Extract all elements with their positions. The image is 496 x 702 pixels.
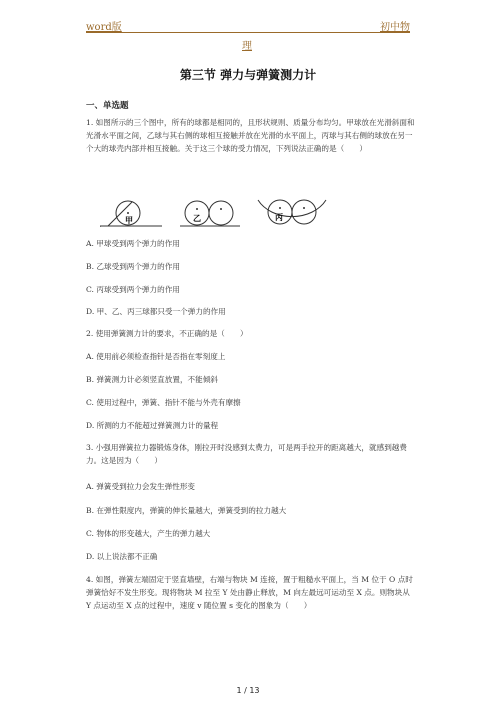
q1-option-d: D. 甲、乙、丙三球都只受一个弹力的作用	[86, 307, 226, 316]
figure-yi	[180, 201, 240, 226]
question-1-figures	[100, 190, 330, 228]
q3-option-b: B. 在弹性限度内，弹簧的伸长量越大，弹簧受到的拉力越大	[86, 506, 287, 515]
q1-option-b: B. 乙球受到两个弹力的作用	[86, 262, 180, 271]
q2-option-b: B. 弹簧测力计必须竖直放置，不能倾斜	[86, 375, 218, 384]
q3-option-a: A. 弹簧受到拉力会发生弹性形变	[86, 482, 196, 491]
figure-bing	[258, 200, 326, 224]
section-heading: 一、单选题	[86, 101, 129, 111]
q3-option-c: C. 物体的形变越大，产生的弹力越大	[86, 529, 211, 538]
header-right-continuation: 理	[242, 41, 252, 52]
label-bing: 丙	[275, 212, 283, 222]
q2-option-d: D. 所测的力不能超过弹簧测力计的量程	[86, 421, 219, 430]
header-left: word版	[86, 22, 122, 33]
header-divider	[86, 32, 410, 33]
label-jia: 甲	[125, 215, 133, 225]
figure-jia	[100, 201, 162, 227]
q3-option-d: D. 以上说法都不正确	[86, 552, 158, 561]
q1-option-a: A. 甲球受到两个弹力的作用	[86, 239, 180, 248]
page-title: 第三节 弹力与弹簧测力计	[179, 68, 317, 82]
question-3-text: 3. 小强用弹簧拉力器锻炼身体，刚拉开时没感到太费力，可是两手拉开的距离越大，就感到越费力。这是因为（ ）	[86, 443, 407, 465]
header-right: 初中物	[380, 22, 410, 33]
question-2-text: 2. 使用弹簧测力计的要求，不正确的是（ ）	[86, 329, 248, 338]
question-1-text: 1. 如图所示的三个图中，所有的球都是相同的，且形状规则、质量分布均匀。甲球放在光滑斜面和光滑水平面之间，乙球与其右侧的球相互接触并放在光滑的水平面上，丙球与其右侧的球放在另一个大的球壳内部并相互接触。关于这三个球的受力情况，下列说法正确的是（ ）	[86, 118, 415, 153]
q1-option-c: C. 丙球受到两个弹力的作用	[86, 285, 180, 294]
label-yi: 乙	[193, 213, 201, 223]
page-number: 1 / 13	[236, 686, 260, 695]
q2-option-c: C. 使用过程中，弹簧、指针不能与外壳有摩擦	[86, 398, 241, 407]
question-4-text: 4. 如图，弹簧左端固定于竖直墙壁，右端与物块 M 连接，置于粗糙水平面上，当 M 位于 O 点时弹簧恰好不发生形变。现将物块 M 拉至 Y 处由静止释放，M 向左最远可运动至 X 点。则物块从 Y 点运动至 X 点的过程中，速度 v 随位置 s 变化的图象为（ ）	[86, 575, 413, 610]
q2-option-a: A. 使用前必须检查指针是否指在零刻度上	[86, 352, 226, 361]
